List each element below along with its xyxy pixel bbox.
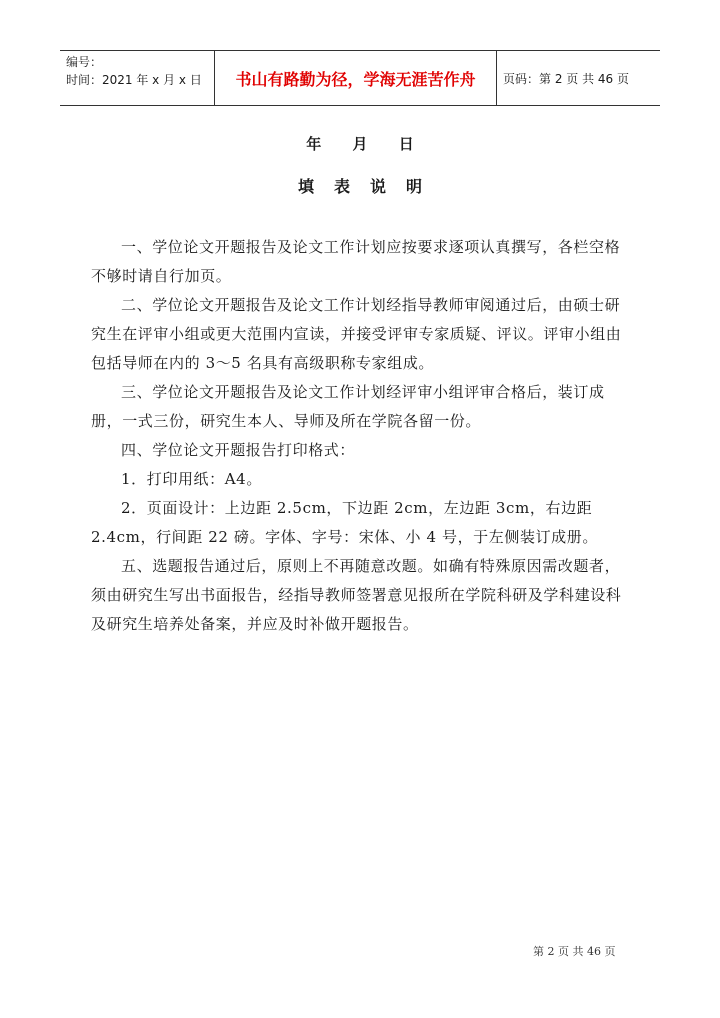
- document-time-label: 时间：2021 年 x 月 x 日: [66, 73, 202, 87]
- date-line: 年 月 日: [306, 135, 414, 153]
- instruction-paragraph: 五、选题报告通过后，原则上不再随意改题。如确有特殊原因需改题者，须由研究生写出书面报告，经指导教师签署意见报所在学院科研及学科建设科及研究生培养处备案，并应及时补做开题报告。: [91, 557, 622, 633]
- header-page-info: 页码：第 2 页 共 46 页: [503, 71, 629, 86]
- header-motto: 书山有路勤为径，学海无涯苦作舟: [235, 69, 476, 89]
- instruction-paragraph: 1．打印用纸：A4。: [121, 470, 262, 488]
- header-meta-cell: [60, 51, 215, 105]
- header-motto-cell: [215, 51, 497, 105]
- document-number-label: 编号：: [66, 55, 103, 69]
- header-page-cell: [497, 51, 660, 105]
- instruction-paragraph: 四、学位论文开题报告打印格式：: [121, 441, 356, 459]
- instruction-paragraph: 一、学位论文开题报告及论文工作计划应按要求逐项认真撰写，各栏空格不够时请自行加页。: [91, 238, 621, 285]
- instruction-paragraph: 三、学位论文开题报告及论文工作计划经评审小组评审合格后，装订成册，一式三份，研究生本人、导师及所在学院各留一份。: [91, 383, 605, 430]
- instruction-paragraph: 二、学位论文开题报告及论文工作计划经指导教师审阅通过后，由硕士研究生在评审小组或更大范围内宣读，并接受评审专家质疑、评议。评审小组由包括导师在内的 3～5 名具有高级职称专家组成。: [91, 296, 622, 372]
- page-footer: 第 2 页 共 46 页: [533, 945, 616, 958]
- section-title: 填表说明: [297, 177, 442, 196]
- instructions-body: [91, 233, 632, 639]
- page-header: [60, 50, 660, 106]
- instruction-paragraph: 2．页面设计：上边距 2.5cm，下边距 2cm，左边距 3cm，右边距 2.4cm，行间距 22 磅。字体、字号：宋体、小 4 号，于左侧装订成册。: [91, 499, 598, 546]
